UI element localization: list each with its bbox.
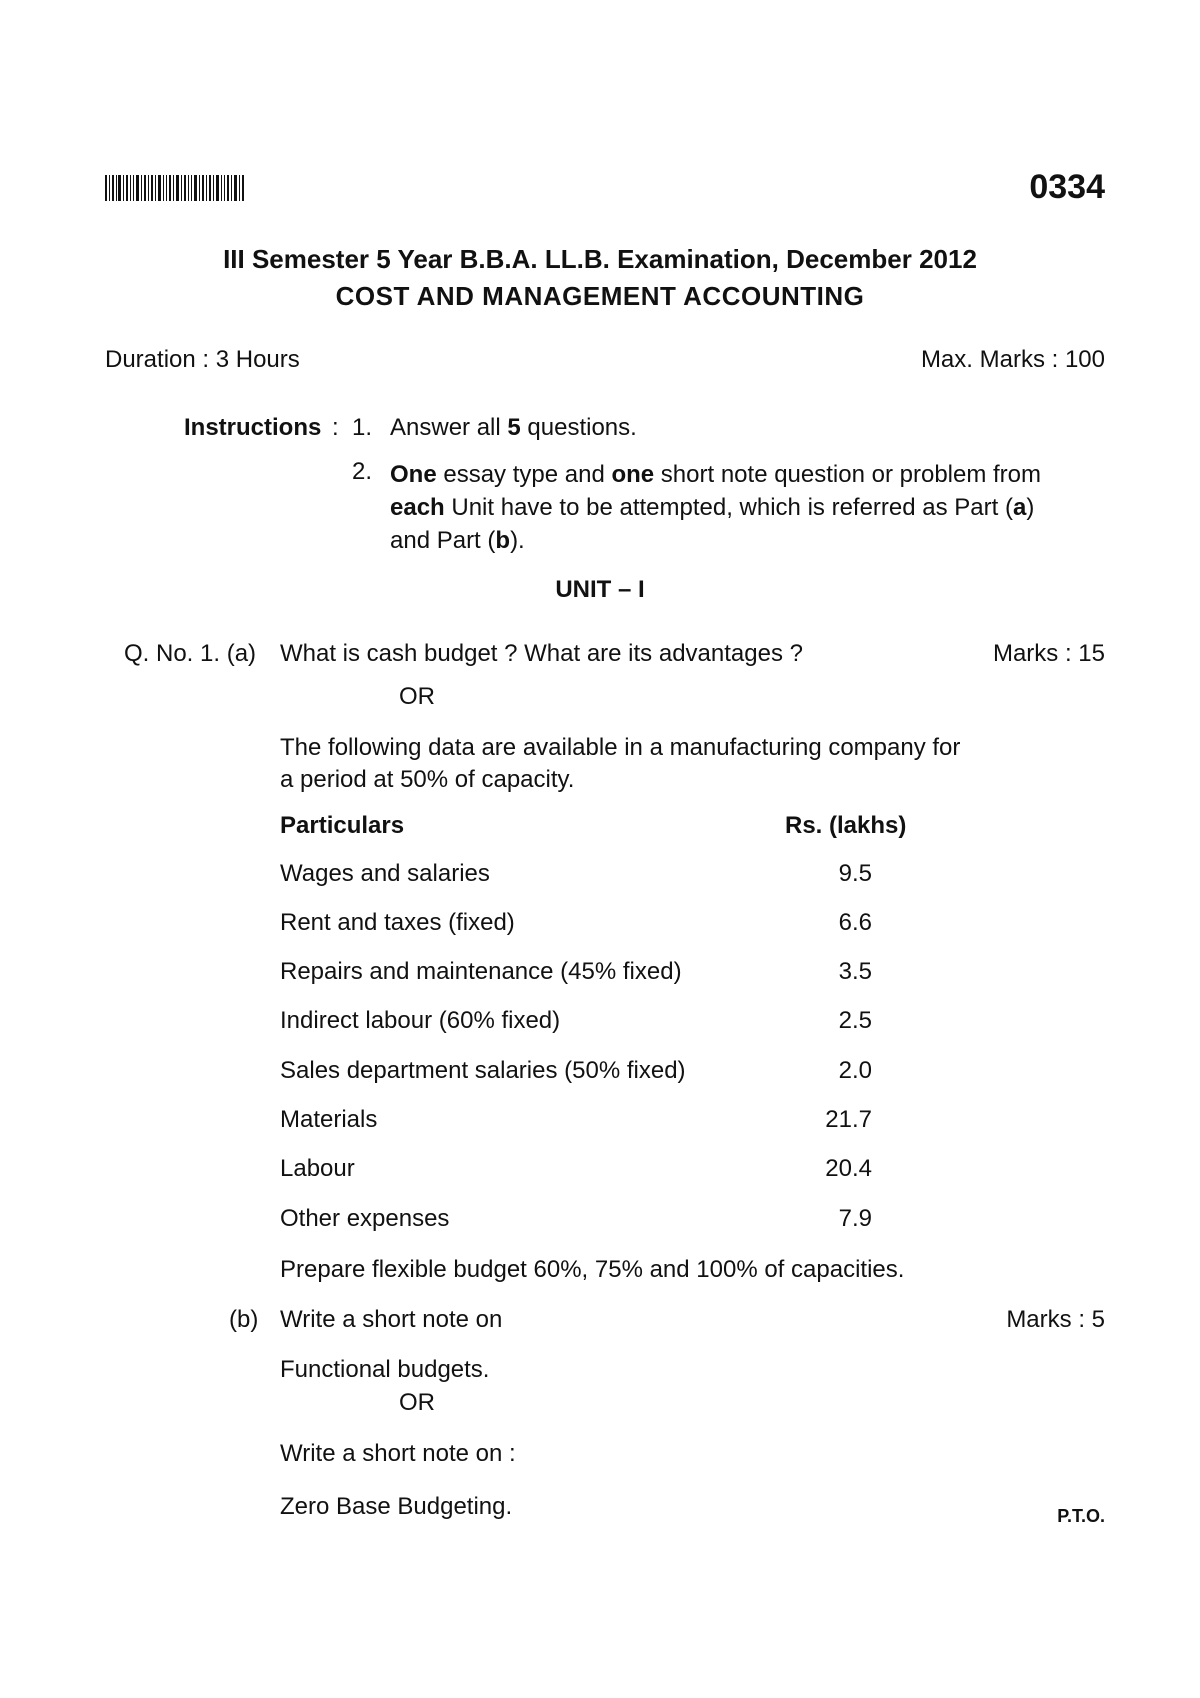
barcode [105,175,245,201]
instruction-2-number: 2. [352,458,373,485]
table-header-amount: Rs. (lakhs) [785,812,907,839]
question-b-marks: Marks : 5 [1006,1306,1105,1333]
pto-label: P.T.O. [1057,1506,1105,1526]
table-row-label: Labour [280,1155,355,1182]
table-row-label: Other expenses [280,1205,450,1232]
question-number: Q. No. 1. (a) [124,640,257,667]
prepare-instruction: Prepare flexible budget 60%, 75% and 100% of capacities. [280,1256,905,1283]
question-marks: Marks : 15 [992,640,1105,667]
table-row-value: 2.0 [838,1057,872,1084]
table-row-label: Wages and salaries [280,860,490,887]
question-text: What is cash budget ? What are its advantages ? [280,640,803,667]
max-marks: Max. Marks : 100 [920,346,1105,373]
table-row-value: 3.5 [838,958,872,985]
problem-paragraph: The following data are available in a manufacturing company for a period at 50% of capacity. [280,734,961,793]
instructions-colon: : [332,414,339,441]
exam-title: III Semester 5 Year B.B.A. LL.B. Examination, December 2012 [223,244,977,274]
table-header-particulars: Particulars [280,812,405,839]
or-separator: OR [399,1389,435,1416]
instruction-2-text: One essay type and one short note question or problem from each Unit have to be attempted, which is referred as Part (a) and Part (b). [390,461,1041,554]
or-separator: OR [399,683,435,710]
table-row-value: 2.5 [838,1007,872,1034]
instruction-1-number: 1. [352,414,373,441]
question-b-number: (b) [229,1306,259,1333]
table-row-label: Repairs and maintenance (45% fixed) [280,958,682,985]
unit-heading: UNIT – I [555,576,645,603]
subject-title: COST AND MANAGEMENT ACCOUNTING [335,281,865,311]
short-note-topic-2: Zero Base Budgeting. [280,1493,513,1520]
duration: Duration : 3 Hours [105,346,300,373]
short-note-topic-1: Functional budgets. [280,1356,490,1383]
table-row-label: Rent and taxes (fixed) [280,909,515,936]
question-b-text: Write a short note on [280,1306,503,1333]
table-row-value: 9.5 [838,860,872,887]
table-row-value: 21.7 [825,1106,872,1133]
table-row-value: 20.4 [825,1155,872,1182]
instructions-label: Instructions [184,414,322,441]
table-row-label: Sales department salaries (50% fixed) [280,1057,686,1084]
table-row-label: Indirect labour (60% fixed) [280,1007,561,1034]
instruction-1-text: Answer all 5 questions. [390,414,637,441]
table-row-value: 7.9 [838,1205,872,1232]
table-row-value: 6.6 [838,909,872,936]
paper-code: 0334 [1029,168,1105,206]
question-b-alt-text: Write a short note on : [280,1440,516,1467]
table-row-label: Materials [280,1106,378,1133]
